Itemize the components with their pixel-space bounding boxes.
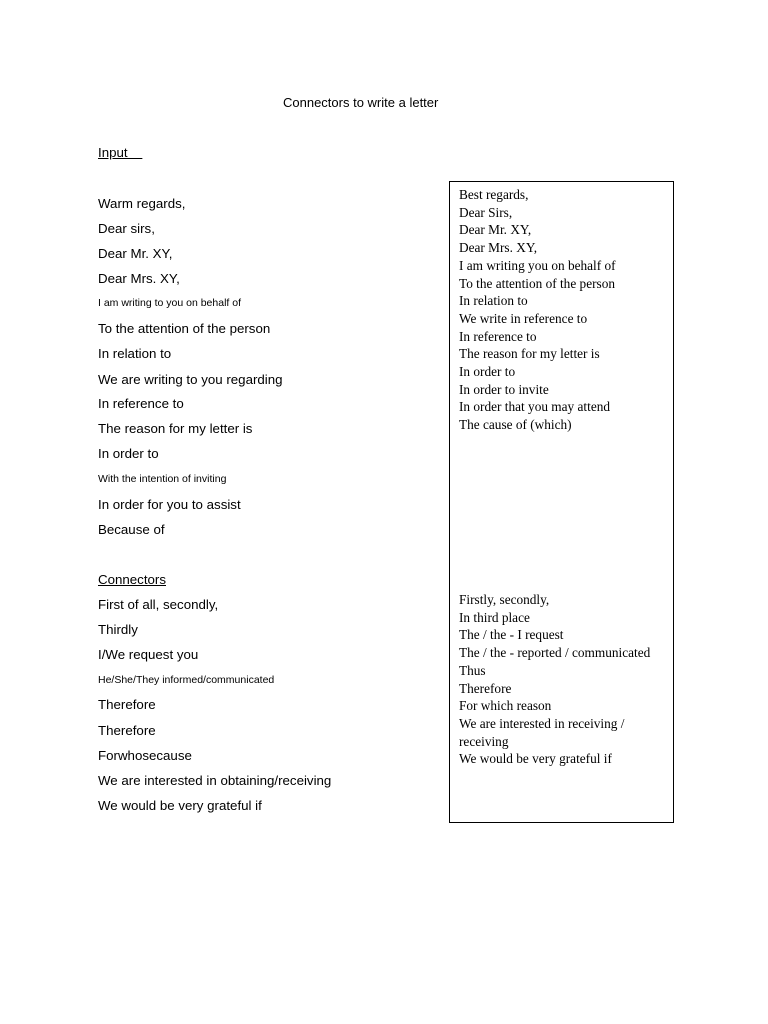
translation-item: The / the - I request bbox=[459, 627, 564, 643]
translation-item: In order to bbox=[459, 364, 516, 380]
translation-item: Therefore bbox=[459, 680, 512, 696]
input-item: In relation to bbox=[98, 346, 172, 361]
connector-item: Therefore bbox=[98, 723, 156, 738]
translation-item: In reference to bbox=[459, 328, 537, 344]
input-item: We are writing to you regarding bbox=[98, 372, 283, 387]
input-item: Because of bbox=[98, 522, 165, 537]
input-item: Dear sirs, bbox=[98, 221, 155, 236]
translation-item: To the attention of the person bbox=[459, 275, 616, 291]
translation-item: We are interested in receiving / receiving bbox=[459, 715, 625, 749]
translation-item: In relation to bbox=[459, 293, 528, 309]
translation-item: In order to invite bbox=[459, 381, 549, 397]
connectors-heading: Connectors bbox=[98, 572, 166, 587]
input-item: I am writing to you on behalf of bbox=[98, 297, 241, 309]
translation-item: We write in reference to bbox=[459, 310, 588, 326]
translation-item: Best regards, bbox=[459, 187, 529, 202]
connector-item: We are interested in obtaining/receiving bbox=[98, 773, 332, 788]
translation-item: Dear Mrs. XY, bbox=[459, 240, 538, 256]
connector-item: Therefore bbox=[98, 697, 156, 712]
document-title: Connectors to write a letter bbox=[283, 95, 439, 110]
connector-item: Thirdly bbox=[98, 622, 138, 637]
input-item: With the intention of inviting bbox=[98, 473, 227, 485]
input-heading: Input bbox=[98, 145, 143, 160]
translation-list-bottom bbox=[459, 591, 669, 768]
translation-box bbox=[449, 181, 674, 823]
translation-item: Thus bbox=[459, 662, 486, 678]
input-item: In order to bbox=[98, 446, 159, 461]
connector-item: I/We request you bbox=[98, 647, 199, 662]
translation-item: The / the - reported / communicated bbox=[459, 645, 651, 661]
input-item: In order for you to assist bbox=[98, 497, 241, 512]
connector-item: Forwhosecause bbox=[98, 748, 192, 763]
input-item: Warm regards, bbox=[98, 196, 186, 211]
connector-item: We would be very grateful if bbox=[98, 798, 262, 813]
input-item: To the attention of the person bbox=[98, 321, 271, 336]
connector-item: He/She/They informed/communicated bbox=[98, 674, 275, 686]
translation-item: In order that you may attend bbox=[459, 399, 611, 415]
input-item: Dear Mrs. XY, bbox=[98, 271, 180, 286]
translation-item: We would be very grateful if bbox=[459, 751, 612, 767]
input-item: In reference to bbox=[98, 396, 184, 411]
translation-item: For which reason bbox=[459, 698, 552, 714]
translation-item: Firstly, secondly, bbox=[459, 592, 550, 607]
input-item: The reason for my letter is bbox=[98, 421, 253, 436]
translation-item: Dear Mr. XY, bbox=[459, 222, 532, 238]
translation-list-top bbox=[459, 186, 669, 434]
translation-item: In third place bbox=[459, 609, 530, 625]
translation-item: The cause of (which) bbox=[459, 417, 572, 433]
translation-item: The reason for my letter is bbox=[459, 346, 600, 362]
translation-item: Dear Sirs, bbox=[459, 204, 513, 220]
connector-item: First of all, secondly, bbox=[98, 597, 219, 612]
input-item: Dear Mr. XY, bbox=[98, 246, 173, 261]
translation-item: I am writing you on behalf of bbox=[459, 257, 616, 273]
